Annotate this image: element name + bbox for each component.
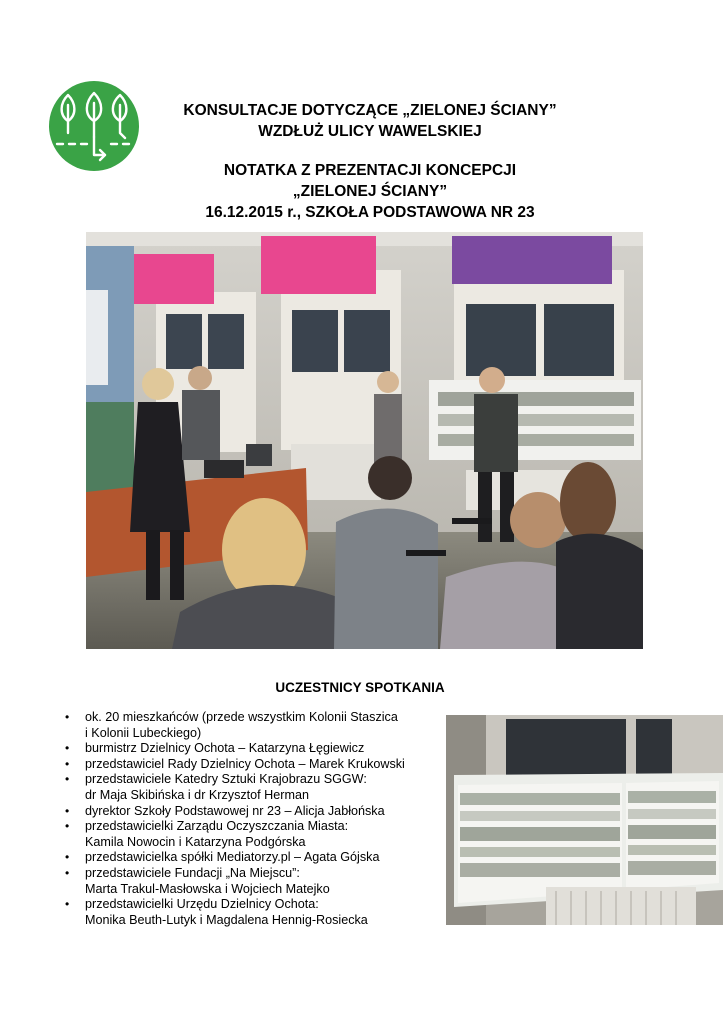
list-item-line: • przedstawiciele Katedry Sztuki Krajobrazu SGGW: — [85, 772, 367, 787]
list-item-line: • burmistrz Dzielnicy Ochota – Katarzyna Łęgiewicz — [85, 741, 365, 756]
participants-heading: UCZESTNICY SPOTKANIA — [275, 680, 445, 695]
meeting-photo-illustration — [86, 232, 643, 649]
list-item-line: • dyrektor Szkoły Podstawowej nr 23 – Alicja Jabłońska — [85, 803, 385, 818]
list-item-line: i Kolonii Lubeckiego) — [85, 725, 202, 740]
list-item — [64, 804, 440, 820]
list-item-line: Kamila Nowocin i Katarzyna Podgórska — [85, 834, 306, 849]
list-item — [64, 897, 440, 928]
title-line: KONSULTACJE DOTYCZĄCE „ZIELONEJ ŚCIANY” — [183, 102, 557, 119]
list-item — [64, 850, 440, 866]
list-item-line: • przedstawicielka spółki Mediatorzy.pl – Agata Gójska — [85, 850, 380, 865]
subtitle-line: 16.12.2015 r., SZKOŁA PODSTAWOWA NR 23 — [205, 204, 535, 221]
list-item — [64, 772, 440, 803]
boards-photo-illustration — [446, 715, 723, 925]
list-item-line: Marta Trakul-Masłowska i Wojciech Matejko — [85, 881, 330, 896]
list-item — [64, 710, 440, 741]
title-line: WZDŁUŻ ULICY WAWELSKIEJ — [258, 123, 482, 140]
list-item-line: • przedstawicielki Zarządu Oczyszczania Miasta: — [85, 819, 349, 834]
list-item — [64, 819, 440, 850]
subtitle-line: NOTATKA Z PREZENTACJI KONCEPCJI — [223, 162, 517, 179]
green-wall-logo — [49, 81, 139, 171]
list-item — [64, 741, 440, 757]
list-item-line: dr Maja Skibińska i dr Krzysztof Herman — [85, 787, 309, 802]
list-item-line: • przedstawicielki Urzędu Dzielnicy Ochota: — [85, 897, 319, 912]
list-item-line: • przedstawiciele Fundacji „Na Miejscu”: — [85, 865, 300, 880]
boards-photo — [446, 715, 723, 925]
list-item — [64, 866, 440, 897]
document-title — [160, 100, 580, 142]
document-subtitle — [160, 160, 580, 223]
list-item — [64, 757, 440, 773]
list-item-line: • ok. 20 mieszkańców (przede wszystkim Kolonii Staszica — [85, 710, 398, 724]
subtitle-line: „ZIELONEJ ŚCIANY” — [292, 183, 448, 200]
list-item-line: Monika Beuth-Lutyk i Magdalena Hennig-Rosiecka — [85, 912, 368, 927]
participants-list — [64, 710, 440, 928]
list-item-line: • przedstawiciel Rady Dzielnicy Ochota – Marek Krukowski — [85, 756, 405, 771]
meeting-photo — [86, 232, 643, 649]
